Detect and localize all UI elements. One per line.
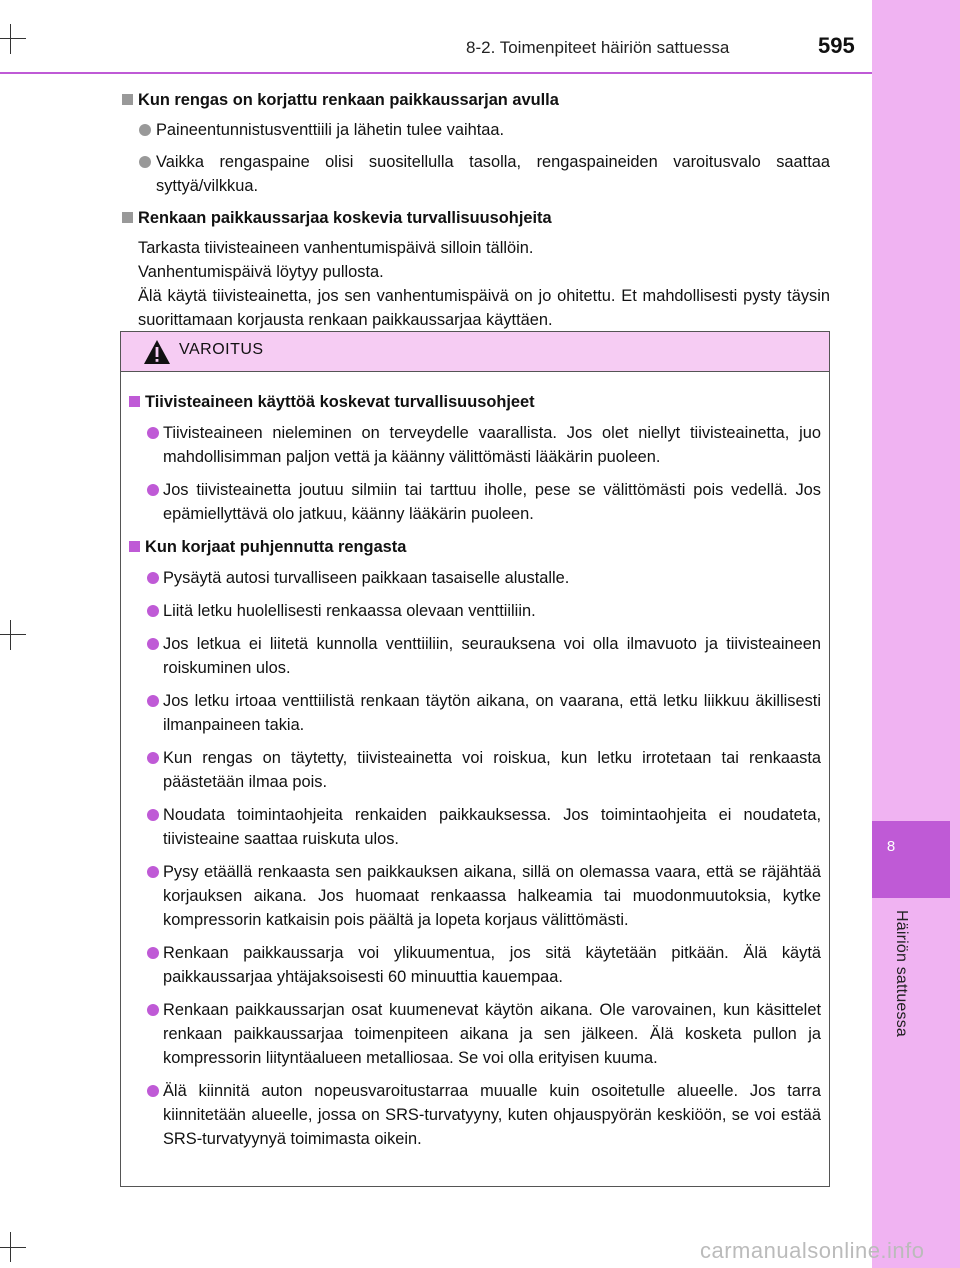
circle-bullet-icon	[147, 752, 159, 764]
section-heading-text: Tiivisteaineen käyttöä koskevat turvallisuusohjeet	[145, 393, 535, 411]
list-item-text: Pysy etäällä renkaasta sen paikkauksen aikana, sillä on olemassa vaara, että se räjähtää korjauksen aikana. Jos huomaat renkaassa halkeamia tai muodonmuutoksia, kytke kompressorin katkaisin pois päältä ja lopeta korjaus välittömästi.	[163, 863, 821, 929]
circle-bullet-icon	[147, 484, 159, 496]
main-content	[122, 84, 830, 338]
list-item	[129, 421, 821, 469]
section-heading	[122, 206, 830, 230]
section-heading-text: Kun korjaat puhjennutta rengasta	[145, 538, 407, 556]
square-bullet-icon	[129, 396, 140, 407]
list-item-text: Kun rengas on täytetty, tiivisteainetta voi roiskua, kun letku irrotetaan tai renkaasta päästetään ilmaa pois.	[163, 749, 821, 791]
warning-header	[121, 332, 829, 372]
list-item-text: Pysäytä autosi turvalliseen paikkaan tasaiselle alustalle.	[163, 569, 570, 587]
list-item	[129, 689, 821, 737]
list-item	[129, 566, 821, 590]
circle-bullet-icon	[147, 809, 159, 821]
list-item-text: Tiivisteaineen nieleminen on terveydelle vaarallista. Jos olet niellyt tiivisteainetta, juo mahdollisimman paljon vettä ja käänny välittömästi lääkärin puoleen.	[163, 424, 821, 466]
circle-bullet-icon	[147, 427, 159, 439]
list-item	[122, 150, 830, 198]
list-item	[129, 632, 821, 680]
list-item-text: Vaikka rengaspaine olisi suositellulla tasolla, rengaspaineiden varoitusvalo saattaa syttyä/vilkkua.	[156, 153, 830, 195]
circle-bullet-icon	[147, 638, 159, 650]
list-item-text: Renkaan paikkaussarja voi ylikuumentua, jos sitä käytetään pitkään. Älä käytä paikkaussarjaa yhtäjaksoisesti 60 minuuttia kauempaa.	[163, 944, 821, 986]
circle-bullet-icon	[139, 156, 151, 168]
list-item-text: Paineentunnistusventtiili ja lähetin tulee vaihtaa.	[156, 121, 505, 139]
list-item-text: Renkaan paikkaussarjan osat kuumenevat käytön aikana. Ole varovainen, kun käsittelet renkaan paikkaussarjaa toimenpiteen aikana ja sen jälkeen. Älä kosketa pullon ja kompressorin liityntäalueen metalliosaa. Se voi olla erityisen kuuma.	[163, 1001, 821, 1067]
list-item	[129, 941, 821, 989]
list-item	[122, 118, 830, 142]
header-rule	[0, 72, 872, 74]
chapter-number: 8	[886, 838, 896, 855]
list-item-text: Liitä letku huolellisesti renkaassa olevaan venttiiliin.	[163, 602, 536, 620]
list-item-text: Noudata toimintaohjeita renkaiden paikkauksessa. Jos toimintaohjeita ei noudateta, tiivisteaine saattaa ruiskuta ulos.	[163, 806, 821, 848]
page-number: 595	[818, 33, 855, 58]
paragraph-line: Tarkasta tiivisteaineen vanhentumispäivä silloin tällöin.	[138, 239, 534, 257]
warning-body	[121, 372, 829, 1151]
square-bullet-icon	[122, 212, 133, 223]
header-title: 8-2. Toimenpiteet häiriön sattuessa	[466, 38, 730, 57]
paragraph-line: Vanhentumispäivä löytyy pullosta.	[138, 263, 384, 281]
circle-bullet-icon	[147, 1004, 159, 1016]
circle-bullet-icon	[139, 124, 151, 136]
list-item-text: Älä kiinnitä auton nopeusvaroitustarraa muualle kuin osoitetulle alueelle. Jos tarra kiinnitetään alueelle, jossa on SRS-turvatyyny, kuten ohjauspyörän keskiöön, se voi estää SRS-turvatyynyä toimimasta oikein.	[163, 1082, 821, 1148]
list-item	[129, 478, 821, 526]
warning-box	[120, 331, 830, 1187]
list-item	[129, 860, 821, 932]
list-item	[129, 803, 821, 851]
circle-bullet-icon	[147, 866, 159, 878]
list-item-text: Jos tiivisteainetta joutuu silmiin tai tarttuu iholle, pese se välittömästi pois vedellä. Jos epämiellyttävä olo jatkuu, käänny lääkärin puoleen.	[163, 481, 821, 523]
section-heading	[122, 88, 830, 112]
paragraph	[122, 236, 830, 332]
list-item	[129, 746, 821, 794]
circle-bullet-icon	[147, 947, 159, 959]
list-item	[129, 998, 821, 1070]
chapter-title: Häiriön sattuessa	[893, 910, 910, 1038]
circle-bullet-icon	[147, 572, 159, 584]
square-bullet-icon	[129, 541, 140, 552]
section-heading-text: Kun rengas on korjattu renkaan paikkaussarjan avulla	[138, 91, 559, 109]
list-item-text: Jos letkua ei liitetä kunnolla venttiiliin, seurauksena voi olla ilmavuoto ja tiivisteaineen roiskuminen ulos.	[163, 635, 821, 677]
watermark: carmanualsonline.info	[700, 1238, 925, 1263]
section-heading-text: Renkaan paikkaussarjaa koskevia turvallisuusohjeita	[138, 209, 552, 227]
paragraph-line: Älä käytä tiivisteainetta, jos sen vanhentumispäivä on jo ohitettu. Et mahdollisesti pysty täysin suorittamaan korjausta renkaan paikkaussarjaa käyttäen.	[138, 287, 830, 329]
square-bullet-icon	[122, 94, 133, 105]
circle-bullet-icon	[147, 695, 159, 707]
list-item	[129, 599, 821, 623]
list-item-text: Jos letku irtoaa venttiilistä renkaan täytön aikana, on vaarana, että letku liikkuu äkillisesti ilmanpaineen takia.	[163, 692, 821, 734]
section-heading	[129, 390, 821, 414]
warning-triangle-icon	[143, 339, 171, 365]
chapter-box	[872, 821, 950, 898]
side-tab	[872, 0, 960, 1268]
warning-label: VAROITUS	[179, 341, 264, 358]
circle-bullet-icon	[147, 1085, 159, 1097]
section-heading	[129, 535, 821, 559]
list-item	[129, 1079, 821, 1151]
circle-bullet-icon	[147, 605, 159, 617]
